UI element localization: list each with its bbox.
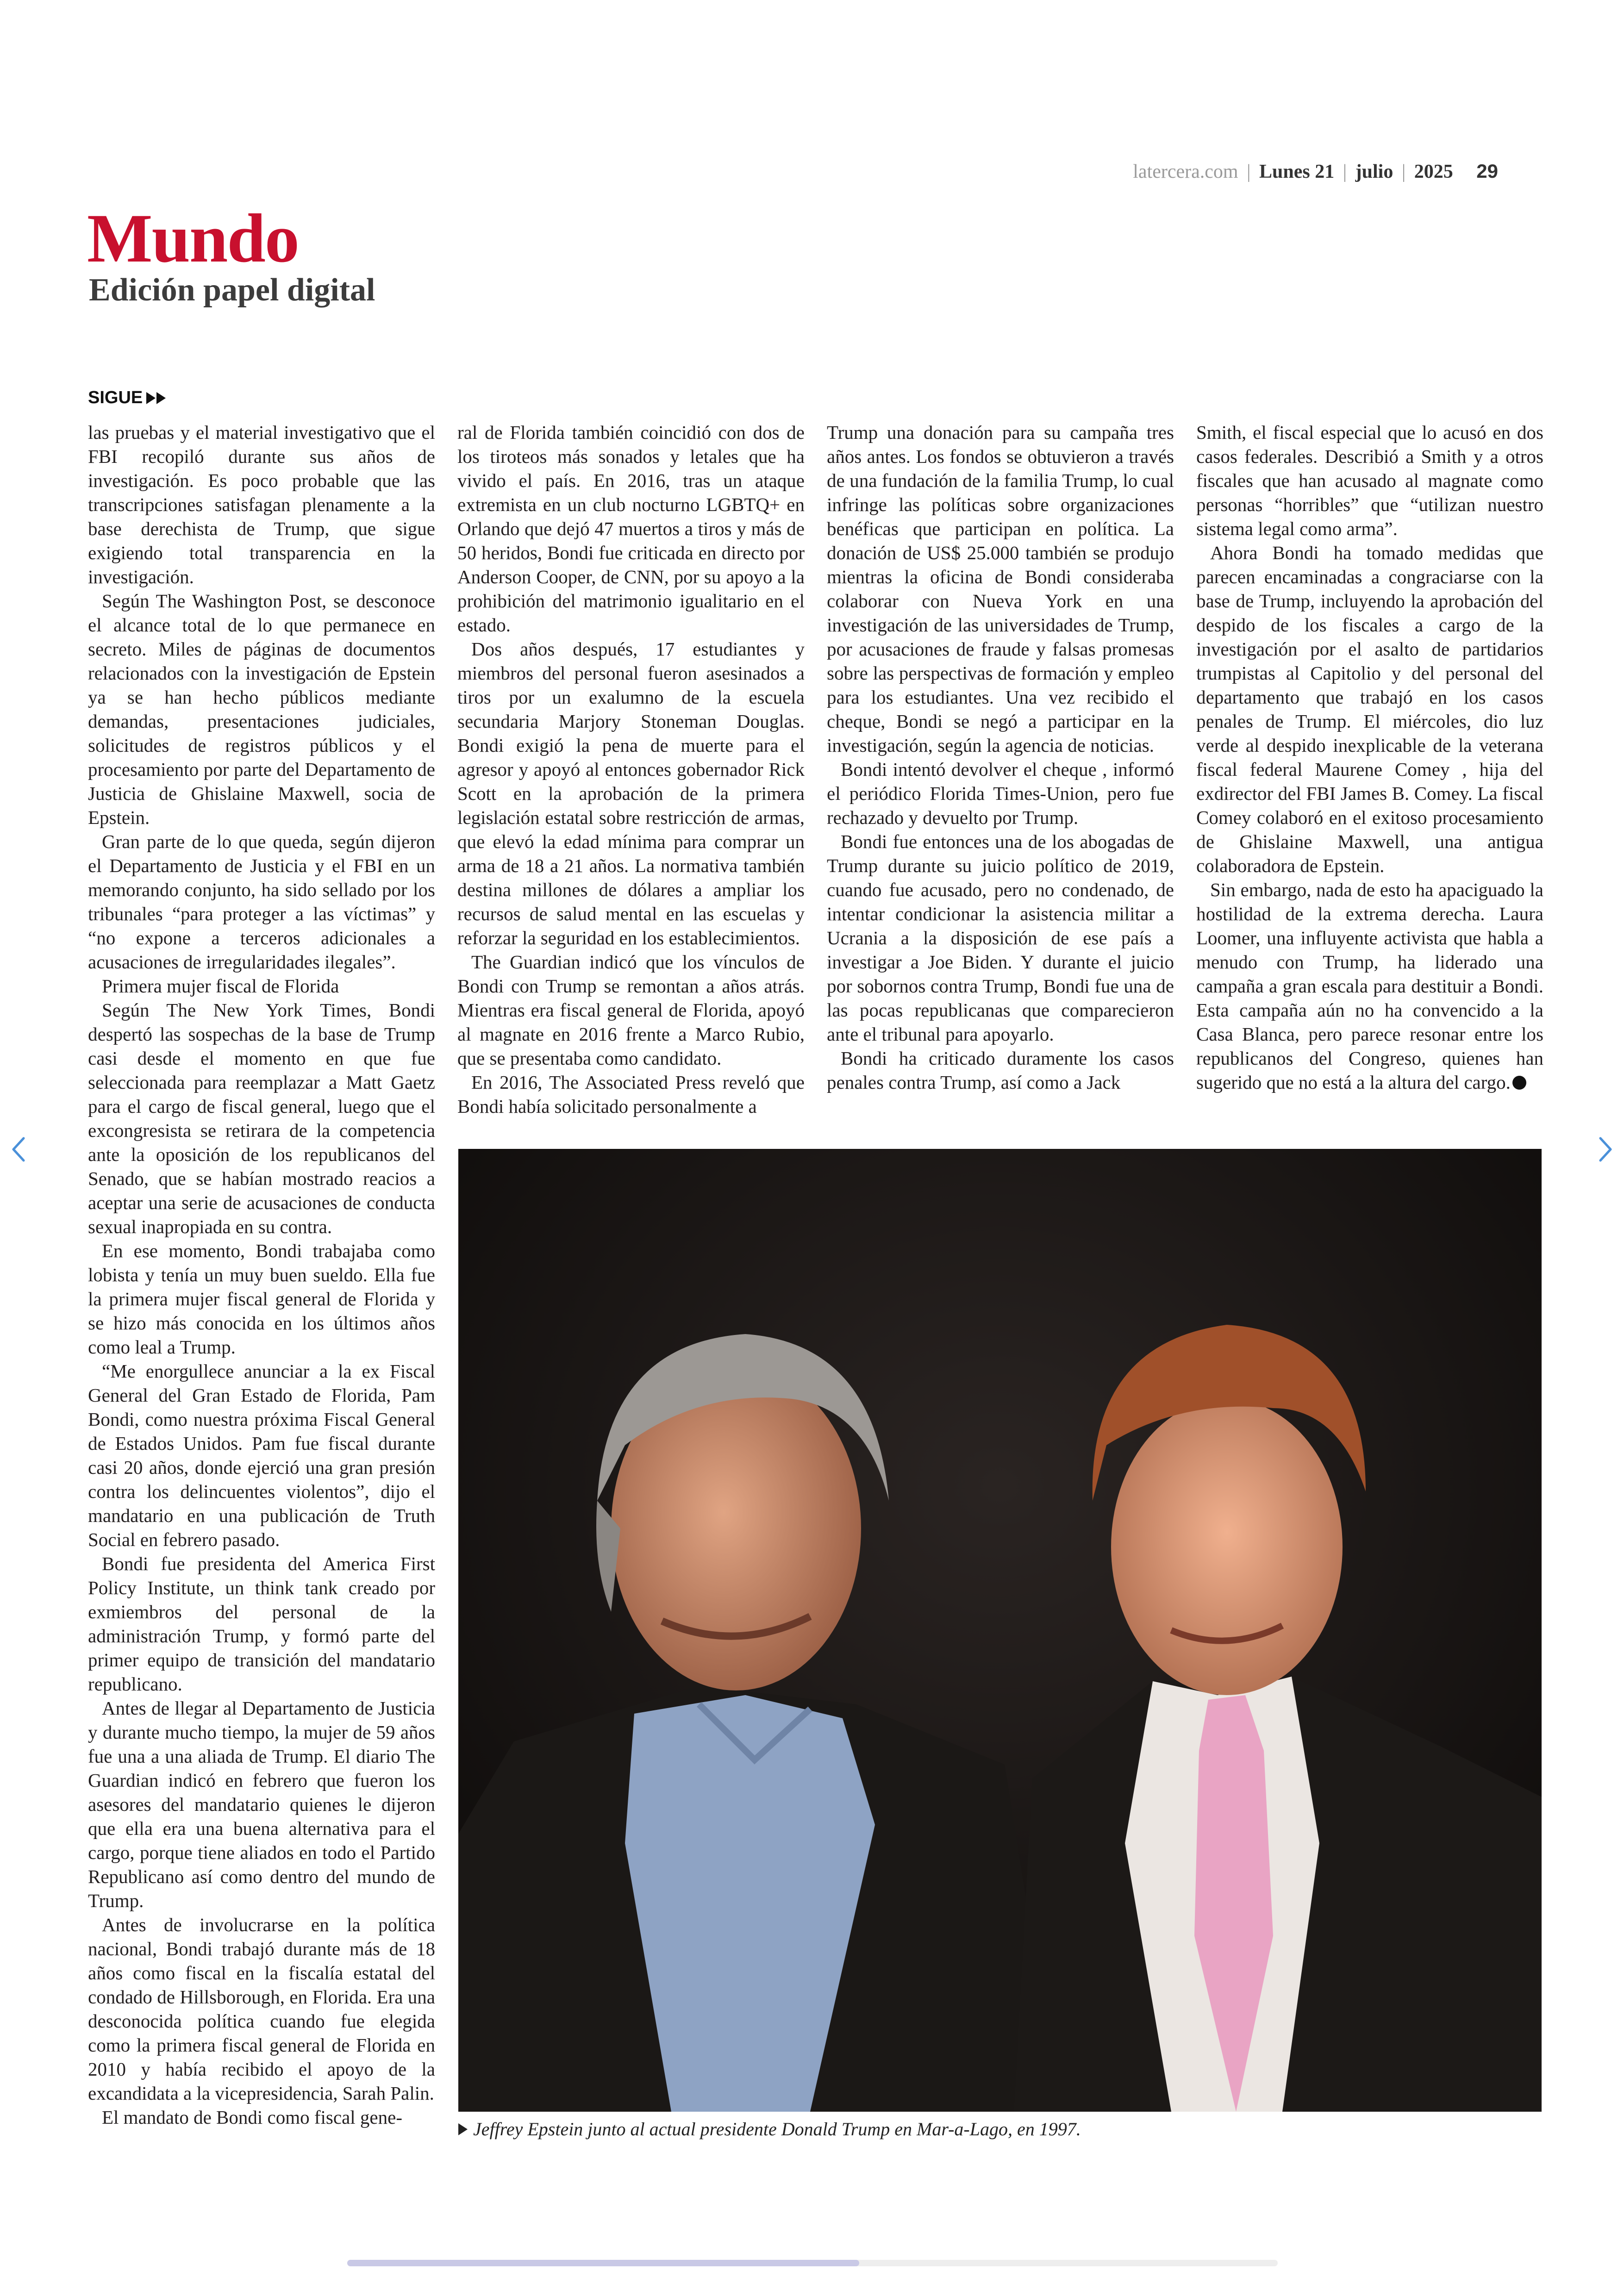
section-title: Mundo [87,200,299,277]
article-paragraph: Smith, el fiscal especial que lo acusó en dos casos federales. Describió a Smith y a otros fiscales que han acusado al magnate como personas “horribles” que “utilizan nuestro sistema legal como arma”. [1196,422,1543,539]
double-play-icon [145,392,166,404]
article-paragraph: Ahora Bondi ha tomado medidas que parecen encaminadas a congraciarse con la base de Trump, incluyendo la aprobación del despido de los fiscales a cargo de la investigación por el asalto de partidarios trumpistas al Capitolio y del personal del departamento que trabajó en los casos penales de Trump. El miércoles, dio luz verde al despido inexplicable de la veterana fiscal federal Maurene Comey , hija del exdirector del FBI James B. Comey. La fiscal Comey colaboró en el exitoso procesamiento de Ghislaine Maxwell, una antigua colaboradora de Epstein. [1196,542,1543,876]
article-paragraph: las pruebas y el material investigativo que el FBI recopiló durante sus años de investigación. Es poco probable que las transcripciones satisfagan plenamente a la base derechista de Trump, que sigue exigiendo total transparencia en la investigación. [88,422,435,587]
horizontal-scrollbar[interactable] [347,2260,1278,2266]
end-of-article-icon [1512,1076,1526,1090]
article-column-1 [88,420,435,2129]
article-paragraph: Antes de llegar al Departamento de Justicia y durante mucho tiempo, la mujer de 59 años fue una a una aliada de Trump. El diario The Guardian indicó en febrero que fueron los asesores del mandatario quienes le dijeron que ella era una buena alternativa para el cargo, porque tiene aliados en todo el Partido Republicano así como dentro del mundo de Trump. [88,1697,435,1911]
article-paragraph: Antes de involucrarse en la política nacional, Bondi trabajó durante más de 18 años como fiscal en la fiscalía estatal del condado de Hillsborough, en Florida. Era una desconocida política cuando fue elegida como la primera fiscal general de Florida en 2010 y había recibido el apoyo de la excandidata a la vicepresidencia, Sarah Palin. [88,1914,435,2104]
photo-caption [458,2118,1542,2140]
chevron-right-icon [1596,1135,1614,1163]
article-paragraph: Sin embargo, nada de esto ha apaciguado la hostilidad de la extrema derecha. Laura Loomer, una influyente activista que habla a menudo con Trump, ha liderado una campaña a gran escala para destituir a Bondi. Esta campaña aún no ha convencido a la Casa Blanca, pero parece resonar entre los republicanos del Congreso, quienes han sugerido que no está a la altura del cargo. [1196,879,1543,1093]
caption-triangle-icon [458,2123,468,2135]
caption-text: Jeffrey Epstein junto al actual presidente Donald Trump en Mar-a-Lago, en 1997. [473,2119,1081,2139]
section-subtitle: Edición papel digital [89,272,375,308]
header-separator: | [1343,161,1347,182]
article-paragraph: ral de Florida también coincidió con dos de los tiroteos más sonados y letales que ha vivido el país. En 2016, tras un ataque extremista en un club nocturno LGBTQ+ en Orlando que dejó 47 muertos a tiros y más de 50 heridos, Bondi fue criticada en directo por Anderson Cooper, de CNN, por su apoyo a la prohibición del matrimonio igualitario en el estado. [457,422,805,636]
article-paragraph: Según The Washington Post, se desconoce el alcance total de lo que permanece en secreto. Miles de páginas de documentos relacionados con la investigación de Epstein ya se han hecho públicos mediante demandas, presentaciones judiciales, solicitudes de registros públicos y el procesamiento por parte del Departamento de Justicia de Ghislaine Maxwell, socia de Epstein. [88,590,435,828]
article-paragraph: “Me enorgullece anunciar a la ex Fiscal General del Gran Estado de Florida, Pam Bondi, como nuestra próxima Fiscal General de Estados Unidos. Pam fue fiscal durante casi 20 años, donde ejerció una gran presión contra los delincuentes violentos”, dijo el mandatario en una publicación de Truth Social en febrero pasado. [88,1360,435,1550]
article-photo [458,1149,1542,2112]
header-day: Lunes 21 [1259,161,1335,182]
site-name: latercera.com [1133,161,1238,182]
article-paragraph: Bondi fue entonces una de los abogadas de Trump durante su juicio político de 2019, cuando fue acusado, pero no condenado, de intentar condicionar la asistencia militar a Ucrania a la disposición de ese país a investigar a Joe Biden. Y durante el juicio por sobornos contra Trump, Bondi fue una de las pocas republicanas que comparecieron ante el tribunal para apoyarlo. [827,831,1174,1045]
article-paragraph: The Guardian indicó que los vínculos de Bondi con Trump se remontan a años atrás. Mientras era fiscal general de Florida, apoyó al magnate en 2016 frente a Marco Rubio, que se presentaba como candidato. [457,951,805,1069]
header-separator: | [1247,161,1251,182]
article-paragraph: Bondi ha criticado duramente los casos penales contra Trump, así como a Jack [827,1048,1174,1093]
header-separator: | [1401,161,1406,182]
article-paragraph: Gran parte de lo que queda, según dijeron el Departamento de Justicia y el FBI en un memorando conjunto, ha sido sellado por los tribunales “para proteger a las víctimas” y “no expone a terceros adicionales a acusaciones de irregularidades ilegales”. [88,831,435,973]
page-number: 29 [1476,160,1498,182]
article-column-3 [827,420,1174,1094]
article-paragraph: En 2016, The Associated Press reveló que Bondi había solicitado personalmente a [457,1072,805,1117]
photo-illustration [458,1149,1542,2112]
article-paragraph: Bondi fue presidenta del America First Policy Institute, un think tank creado por exmiembros del personal de la administración Trump, y formó parte del primer equipo de transición del mandatario republicano. [88,1553,435,1695]
header-year: 2025 [1414,161,1453,182]
continued-text: SIGUE [88,388,143,407]
scrollbar-thumb[interactable] [347,2260,859,2266]
article-paragraph: En ese momento, Bondi trabajaba como lobista y tenía un muy buen sueldo. Ella fue la primera mujer fiscal general de Florida y se hizo más conocida en los últimos años como leal a Trump. [88,1240,435,1358]
article-paragraph: Primera mujer fiscal de Florida [102,975,339,997]
chevron-left-icon [10,1135,28,1163]
page-header-meta [1133,160,1498,183]
header-month: julio [1355,161,1393,182]
article-column-2 [457,420,805,1118]
article-paragraph: Trump una donación para su campaña tres años antes. Los fondos se obtuvieron a través de una fundación de la familia Trump, lo cual infringe las políticas sobre organizaciones benéficas que participan en política. La donación de US$ 25.000 también se produjo mientras la oficina de Bondi consideraba colaborar con Nueva York en una investigación de las universidades de Trump, por acusaciones de fraude y falsas promesas sobre las perspectivas de formación y empleo para los estudiantes. Una vez recibido el cheque, Bondi se negó a participar en la investigación, según la agencia de noticias. [827,422,1174,756]
next-page-button[interactable] [1589,1133,1621,1166]
article-paragraph: Bondi intentó devolver el cheque , informó el periódico Florida Times-Union, pero fue rechazado y devuelto por Trump. [827,759,1174,828]
previous-page-button[interactable] [3,1133,35,1166]
article-paragraph: Según The New York Times, Bondi despertó las sospechas de la base de Trump casi desde el momento en que fue seleccionada para reemplazar a Matt Gaetz para el cargo de fiscal general, luego que el excongresista se retirara de la competencia ante la oposición de los republicanos del Senado, que se habían mostrado reacios a aceptar una serie de acusaciones de conducta sexual inapropiada en su contra. [88,999,435,1237]
continued-label [88,388,166,408]
article-paragraph: El mandato de Bondi como fiscal gene- [102,2107,402,2128]
article-paragraph: Dos años después, 17 estudiantes y miembros del personal fueron asesinados a tiros por un exalumno de la escuela secundaria Marjory Stoneman Douglas. Bondi exigió la pena de muerte para el agresor y apoyó al entonces gobernador Rick Scott en la aprobación de la primera legislación estatal sobre restricción de armas, que elevó la edad mínima para comprar un arma de 18 a 21 años. La normativa también destina millones de dólares a ampliar los recursos de salud mental en las escuelas y reforzar la seguridad en los establecimientos. [457,638,805,948]
article-column-4 [1196,420,1543,1094]
